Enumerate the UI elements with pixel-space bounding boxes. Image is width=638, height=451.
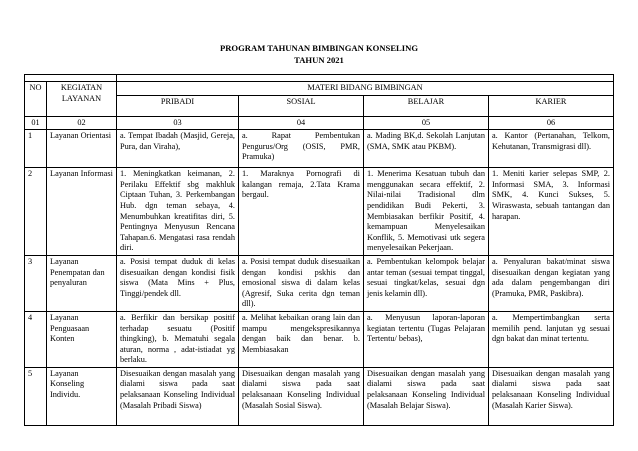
header-gap-row [25,75,614,82]
table-row [25,367,614,425]
karier-cell: Disesuaikan dengan masalah yang dialami siswa pada saat pelaksanaan Konseling Individual (Masalah Karier Siswa). [489,367,614,425]
karier-cell: a. Kantor (Pertanahan, Telkom, Kehutanan, Transmigrasi dll). [489,130,614,168]
column-number: 02 [47,116,117,130]
kegiatan-cell: Layanan Penempatan dan penyaluran [47,255,117,311]
row-number: 1 [25,130,47,168]
karier-cell: a. Penyaluran bakat/minat siswa disesuaikan dengan kegiatan yang ada dalam pengembangan diri (Pramuka, PMR, Paskibra). [489,255,614,311]
row-number: 2 [25,168,47,256]
header-belajar: BELAJAR [364,95,489,116]
document-title: PROGRAM TAHUNAN BIMBINGAN KONSELING [219,43,419,53]
pribadi-cell: a. Berfikir dan bersikap positif terhadap sesuatu (Positif thingking), b. Mematuhi segala aturan, norma , adat-istiadat yg berlaku. [117,311,239,367]
row-number: 3 [25,255,47,311]
table-row [25,130,614,168]
kegiatan-cell: Layanan Orientasi [47,130,117,168]
kegiatan-cell: Layanan Penguasaan Konten [47,311,117,367]
header-materi: MATERI BIDANG BIMBINGAN [117,82,614,96]
belajar-cell: Disesuaikan dengan masalah yang dialami siswa pada saat pelaksanaan Konseling Individual (Masalah Belajar Siswa). [364,367,489,425]
kegiatan-cell: Layanan Informasi [47,168,117,256]
kegiatan-cell: Layanan Konseling Individu. [47,367,117,425]
header-karier: KARIER [489,95,614,116]
column-number: 03 [117,116,239,130]
karier-cell: a. Mempertimbangkan serta memilih pend. lanjutan yg sesuai dgn bakat dan minat tertentu. [489,311,614,367]
sosial-cell: Disesuaikan dengan masalah yang dialami siswa pada saat pelaksanaan Konseling Individual (Masalah Sosial Siswa). [239,367,364,425]
header-no: NO [25,82,47,117]
sosial-cell: a. Melihat kebaikan orang lain dan mampu mengekspresikannya dengan baik dan benar. b. Membiasakan [239,311,364,367]
table-row [25,255,614,311]
sosial-cell: a. Posisi tempat duduk disesuaikan dengan kondisi pskhis dan emosional siswa di dalam kelas (Agresif, Suka cerita dgn teman dll). [239,255,364,311]
header-kegiatan: KEGIATAN LAYANAN [47,82,117,117]
document-subtitle: TAHUN 2021 [294,55,344,65]
pribadi-cell: Disesuaikan dengan masalah yang dialami siswa pada saat pelaksanaan Konseling Individual (Masalah Pribadi Siswa) [117,367,239,425]
table-row [25,311,614,367]
column-number-row [25,116,614,130]
sosial-cell: a. Rapat Pembentukan Pengurus/Org (OSIS, PMR, Pramuka) [239,130,364,168]
header-sosial: SOSIAL [239,95,364,116]
sosial-cell: 1. Maraknya Pornografi di kalangan remaja, 2.Tata Krama bergaul. [239,168,364,256]
karier-cell: 1. Meniti karier selepas SMP, 2. Informasi SMA, 3. Informasi SMK, 4. Kunci Sukses, 5. Wiraswasta, sebuah tantangan dan harapan. [489,168,614,256]
table-row [25,168,614,256]
column-number: 04 [239,116,364,130]
program-table [24,74,614,426]
row-number: 4 [25,311,47,367]
pribadi-cell: a. Tempat Ibadah (Masjid, Gereja, Pura, dan Viraha), [117,130,239,168]
header-row-top [25,82,614,96]
belajar-cell: a. Menyusun laporan-laporan kegiatan tertentu (Tugas Pelajaran Tertentu/ bebas), [364,311,489,367]
pribadi-cell: a. Posisi tempat duduk di kelas disesuaikan dengan kondisi fisik siswa (Mata Mins + Plus, Tinggi/pendek dll. [117,255,239,311]
belajar-cell: a. Mading BK,d. Sekolah Lanjutan (SMA, SMK atau PKBM). [364,130,489,168]
header-pribadi: PRIBADI [117,95,239,116]
belajar-cell: a. Pembentukan kelompok belajar antar teman (sesuai tempat tinggal, sesuai tingkat/kelas, sesuai dgn jenis kelamin dll). [364,255,489,311]
pribadi-cell: 1. Meningkatkan keimanan, 2. Perilaku Effektif sbg makhluk Ciptaan Tuhan, 3. Perkembangan Hub. dgn teman sebaya, 4. Menumbuhkan kreatifitas diri, 5. Pentingnya Menyusun Rencana Tahapan.6. Mengatasi rasa rendah diri. [117,168,239,256]
column-number: 05 [364,116,489,130]
column-number: 06 [489,116,614,130]
belajar-cell: 1. Menerima Kesatuan tubuh dan menggunakan secara effektif, 2. Nilai-nilai Tradisional dlm pendidikan Budi Pekerti, 3. Membiasakan berfikir Positif, 4. kemampuan Menyelesaikan Konflik, 5. Memotivasi utk segera menyelesaikan Pekerjaan. [364,168,489,256]
column-number: 01 [25,116,47,130]
row-number: 5 [25,367,47,425]
